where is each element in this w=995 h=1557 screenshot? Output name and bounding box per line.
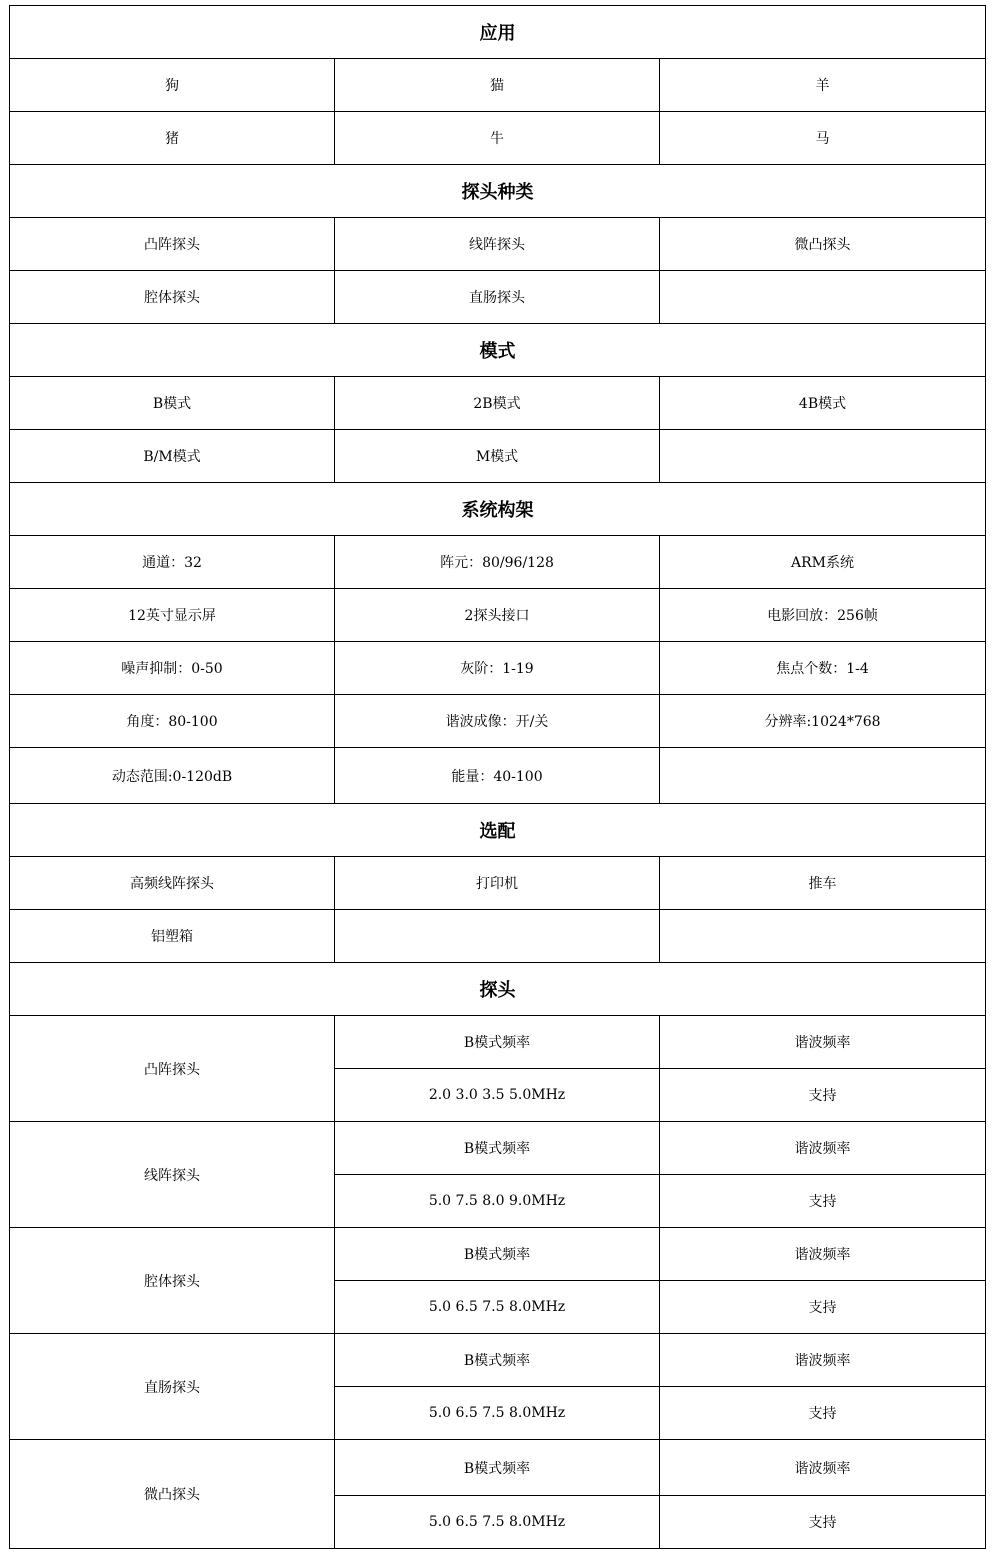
- section-header-row: [10, 6, 986, 59]
- table-cell: 电影回放：256帧: [660, 589, 986, 642]
- probe-row: [10, 1122, 986, 1175]
- table-cell: 线阵探头: [335, 218, 660, 271]
- section-title-options: 选配: [10, 804, 986, 857]
- section-title-system: 系统构架: [10, 483, 986, 536]
- spec-table: [9, 5, 986, 1549]
- table-cell: 牛: [335, 112, 660, 165]
- table-cell: 推车: [660, 857, 986, 910]
- table-cell: 2B模式: [335, 377, 660, 430]
- section-header-row: [10, 963, 986, 1016]
- table-row: [10, 112, 986, 165]
- b-mode-freq-value: 2.0 3.0 3.5 5.0MHz: [335, 1069, 660, 1122]
- table-cell: 凸阵探头: [10, 218, 335, 271]
- harmonic-freq-label: 谐波频率: [660, 1228, 986, 1281]
- table-cell: 打印机: [335, 857, 660, 910]
- table-row: [10, 218, 986, 271]
- table-row: [10, 59, 986, 112]
- table-cell: 猫: [335, 59, 660, 112]
- table-cell: 角度：80-100: [10, 695, 335, 748]
- harmonic-freq-value: 支持: [660, 1069, 986, 1122]
- table-cell: 直肠探头: [335, 271, 660, 324]
- table-cell: [660, 271, 986, 324]
- harmonic-freq-value: 支持: [660, 1175, 986, 1228]
- section-title-probe-types: 探头种类: [10, 165, 986, 218]
- b-mode-freq-label: B模式频率: [335, 1016, 660, 1069]
- section-title-modes: 模式: [10, 324, 986, 377]
- harmonic-freq-label: 谐波频率: [660, 1334, 986, 1387]
- table-cell: [660, 748, 986, 804]
- table-cell: 羊: [660, 59, 986, 112]
- probe-row: [10, 1334, 986, 1387]
- table-cell: 马: [660, 112, 986, 165]
- table-cell: B/M模式: [10, 430, 335, 483]
- table-cell: 灰阶：1-19: [335, 642, 660, 695]
- b-mode-freq-label: B模式频率: [335, 1228, 660, 1281]
- harmonic-freq-value: 支持: [660, 1387, 986, 1440]
- table-row: [10, 857, 986, 910]
- table-row: [10, 695, 986, 748]
- table-cell: 铝塑箱: [10, 910, 335, 963]
- table-row: [10, 430, 986, 483]
- section-title-probes: 探头: [10, 963, 986, 1016]
- table-cell: 分辨率:1024*768: [660, 695, 986, 748]
- b-mode-freq-value: 5.0 6.5 7.5 8.0MHz: [335, 1387, 660, 1440]
- section-title-application: 应用: [10, 6, 986, 59]
- b-mode-freq-label: B模式频率: [335, 1334, 660, 1387]
- table-cell: 12英寸显示屏: [10, 589, 335, 642]
- table-row: [10, 271, 986, 324]
- probe-name: 腔体探头: [10, 1228, 335, 1334]
- probe-row: [10, 1016, 986, 1069]
- table-cell: 噪声抑制：0-50: [10, 642, 335, 695]
- table-cell: 4B模式: [660, 377, 986, 430]
- table-cell: [660, 910, 986, 963]
- probe-name: 凸阵探头: [10, 1016, 335, 1122]
- table-row: [10, 910, 986, 963]
- table-cell: [335, 910, 660, 963]
- table-cell: 阵元：80/96/128: [335, 536, 660, 589]
- b-mode-freq-value: 5.0 7.5 8.0 9.0MHz: [335, 1175, 660, 1228]
- table-cell: 微凸探头: [660, 218, 986, 271]
- b-mode-freq-label: B模式频率: [335, 1122, 660, 1175]
- table-row: [10, 642, 986, 695]
- table-cell: 腔体探头: [10, 271, 335, 324]
- b-mode-freq-label: B模式频率: [335, 1440, 660, 1496]
- harmonic-freq-value: 支持: [660, 1281, 986, 1334]
- harmonic-freq-label: 谐波频率: [660, 1016, 986, 1069]
- table-cell: 能量：40-100: [335, 748, 660, 804]
- harmonic-freq-label: 谐波频率: [660, 1440, 986, 1496]
- table-cell: 2探头接口: [335, 589, 660, 642]
- table-row: [10, 589, 986, 642]
- probe-row: [10, 1440, 986, 1496]
- probe-name: 微凸探头: [10, 1440, 335, 1549]
- harmonic-freq-label: 谐波频率: [660, 1122, 986, 1175]
- section-header-row: [10, 165, 986, 218]
- table-cell: ARM系统: [660, 536, 986, 589]
- table-cell: 动态范围:0-120dB: [10, 748, 335, 804]
- table-cell: 狗: [10, 59, 335, 112]
- table-cell: B模式: [10, 377, 335, 430]
- probe-name: 直肠探头: [10, 1334, 335, 1440]
- table-cell: M模式: [335, 430, 660, 483]
- table-cell: 焦点个数：1-4: [660, 642, 986, 695]
- b-mode-freq-value: 5.0 6.5 7.5 8.0MHz: [335, 1281, 660, 1334]
- harmonic-freq-value: 支持: [660, 1496, 986, 1549]
- table-cell: 猪: [10, 112, 335, 165]
- probe-name: 线阵探头: [10, 1122, 335, 1228]
- table-cell: [660, 430, 986, 483]
- b-mode-freq-value: 5.0 6.5 7.5 8.0MHz: [335, 1496, 660, 1549]
- table-cell: 谐波成像：开/关: [335, 695, 660, 748]
- table-row: [10, 748, 986, 804]
- section-header-row: [10, 483, 986, 536]
- table-row: [10, 377, 986, 430]
- probe-row: [10, 1228, 986, 1281]
- table-cell: 高频线阵探头: [10, 857, 335, 910]
- section-header-row: [10, 324, 986, 377]
- section-header-row: [10, 804, 986, 857]
- table-cell: 通道：32: [10, 536, 335, 589]
- table-row: [10, 536, 986, 589]
